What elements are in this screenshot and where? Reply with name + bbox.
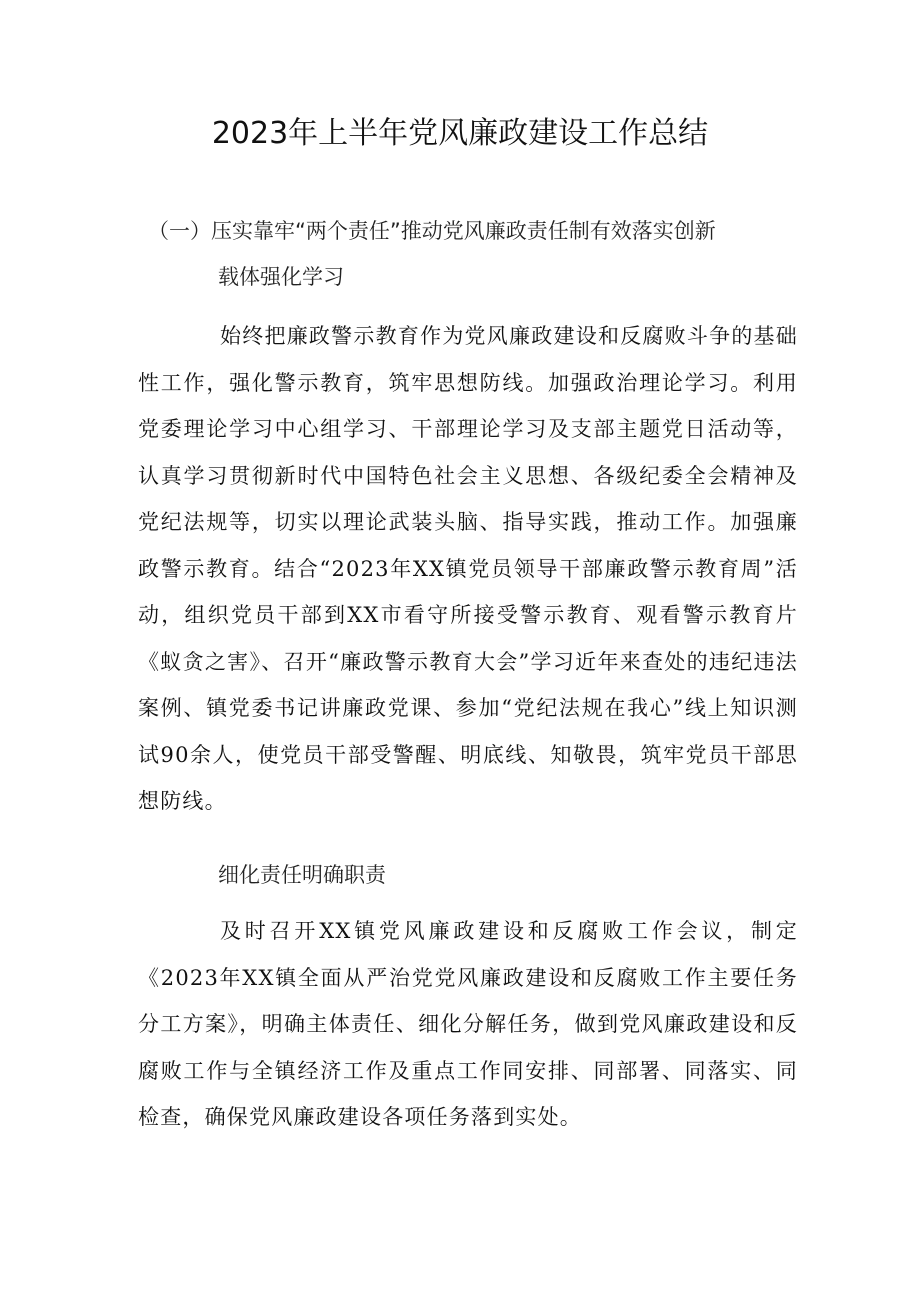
paragraph-education: 始终把廉政警示教育作为党风廉政建设和反腐败斗争的基础性工作，强化警示教育，筑牢思想防线。加强政治理论学习。利用党委理论学习中心组学习、干部理论学习及支部主题党日活动等，认真学习贯彻新时代中国特色社会主义思想、各级纪委全会精神及党纪法规等，切实以理论武装头脑、指导实践，推动工作。加强廉政警示教育。结合“2023年XX镇党员领导干部廉政警示教育周”活动，组织党员干部到XX市看守所接受警示教育、观看警示教育片《蚁贪之害》、召开“廉政警示教育大会”学习近年来查处的违纪违法案例、镇党委书记讲廉政党课、参加“党纪法规在我心”线上知识测试90余人，使党员干部受警醒、明底线、知敬畏，筑牢党员干部思想防线。 xyxy=(138,324,798,813)
section-heading xyxy=(148,208,808,300)
document-title: 2023年上半年党风廉政建设工作总结 xyxy=(211,116,709,151)
section-heading-line2: 载体强化学习 xyxy=(218,265,344,289)
paragraph-responsibility: 及时召开XX镇党风廉政建设和反腐败工作会议，制定《2023年XX镇全面从严治党党风廉政建设和反腐败工作主要任务分工方案》，明确主体责任、细化分解任务，做到党风廉政建设和反腐败工作与全镇经济工作及重点工作同安排、同部署、同落实、同检查，确保党风廉政建设各项任务落到实处。 xyxy=(138,919,798,1129)
subheading-responsibility: 细化责任明确职责 xyxy=(218,863,386,887)
section-heading-line1: （一）压实靠牢“两个责任”推动党风廉政责任制有效落实创新 xyxy=(148,219,716,243)
